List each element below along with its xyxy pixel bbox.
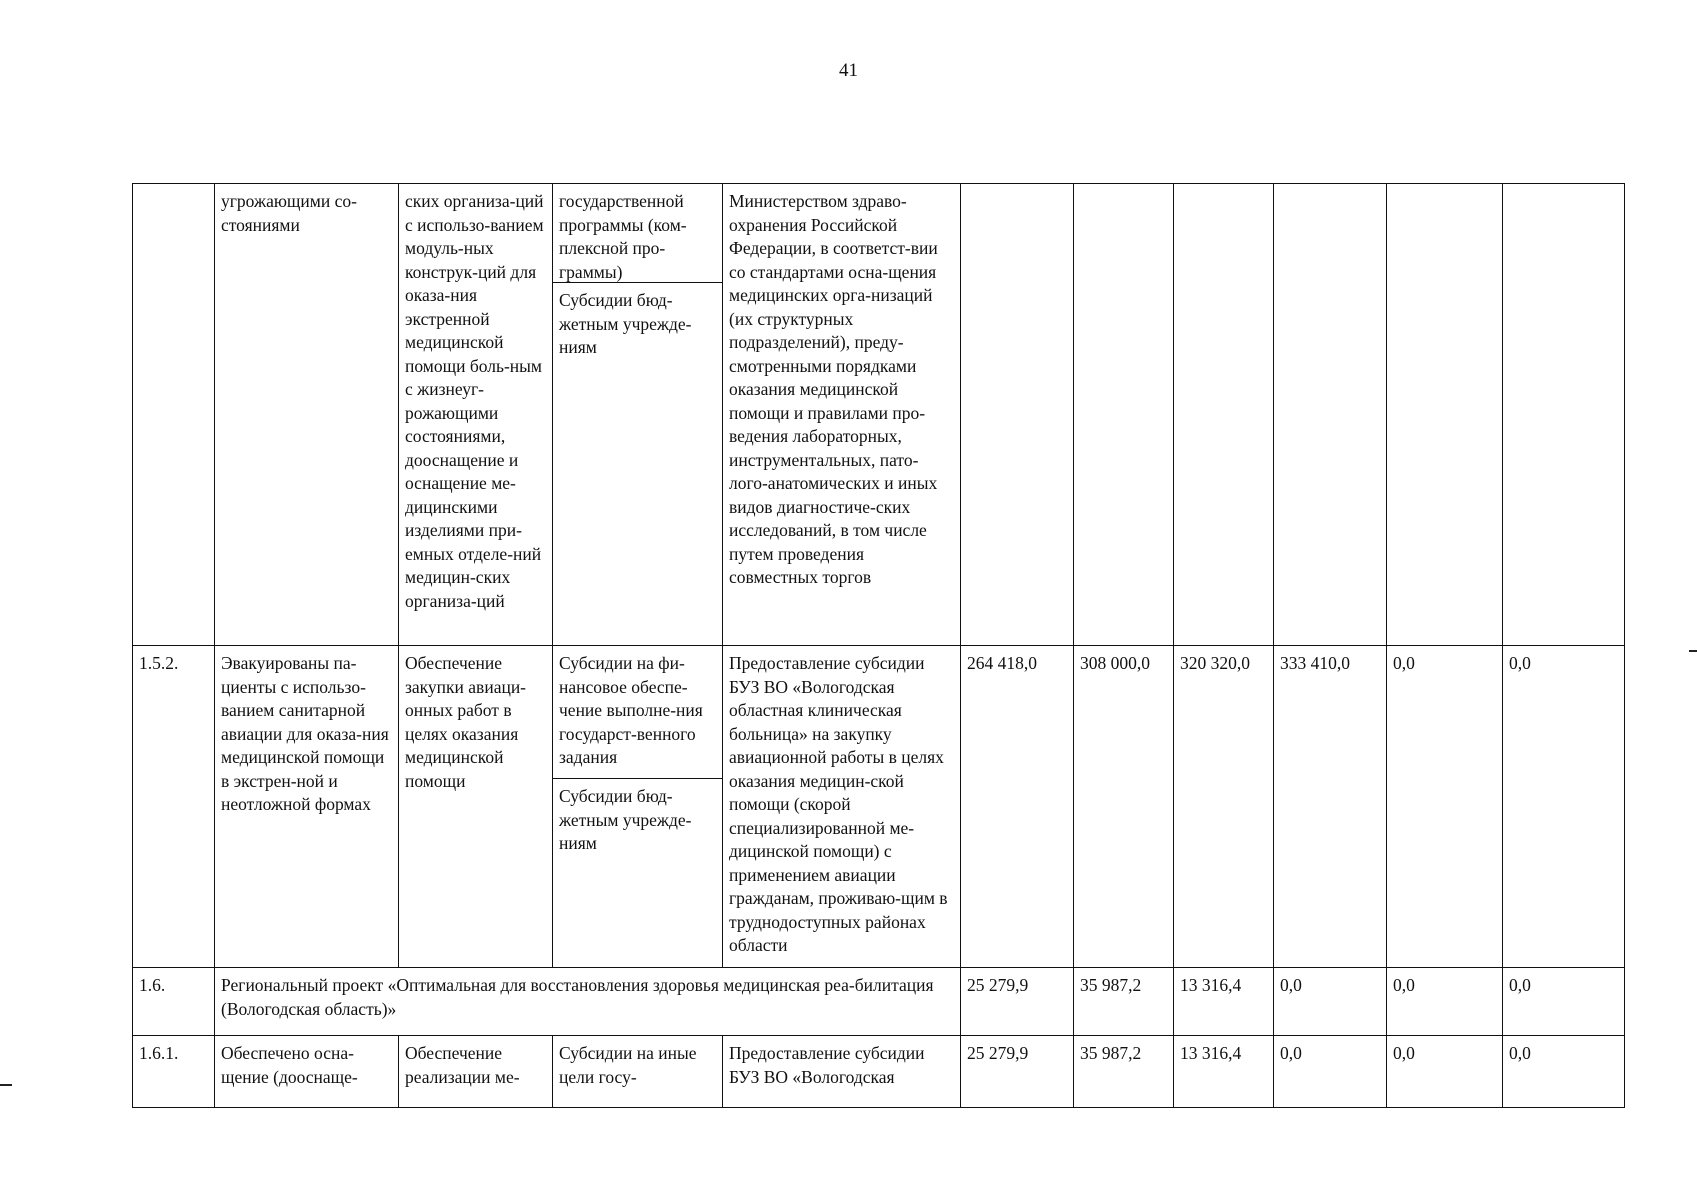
cell-value: 35 987,2 bbox=[1074, 968, 1174, 1036]
page-number: 41 bbox=[839, 60, 858, 81]
cell-value: 25 279,9 bbox=[961, 1036, 1074, 1108]
scan-margin-mark bbox=[0, 1084, 12, 1086]
cell-value bbox=[961, 184, 1074, 646]
cell-value: 320 320,0 bbox=[1174, 646, 1274, 968]
cell-number bbox=[133, 184, 215, 646]
cell-value: 13 316,4 bbox=[1174, 968, 1274, 1036]
cell-value: 308 000,0 bbox=[1074, 646, 1174, 968]
cell-number: 1.5.2. bbox=[133, 646, 215, 968]
cell-value: 13 316,4 bbox=[1174, 1036, 1274, 1108]
cell-value: 0,0 bbox=[1503, 968, 1625, 1036]
funding-type-secondary: Субсидии бюд-жетным учрежде-ниям bbox=[553, 778, 722, 860]
cell-number: 1.6. bbox=[133, 968, 215, 1036]
cell-description: Министерством здраво-охранения Российской Федерации, в соответст-вии со стандартами осна-щения медицинских орга-низаций (их структурных подразделений), преду-смотренными порядками оказания медицинской помощи и правилами про-ведения лабораторных, инструментальных, пато-лого-анатомических и иных видов диагностиче-ских исследований, в том числе путем проведения совместных торгов bbox=[723, 184, 961, 646]
cell-value bbox=[1274, 184, 1387, 646]
cell-value: 0,0 bbox=[1274, 1036, 1387, 1108]
program-table bbox=[132, 183, 1625, 1108]
cell-funding-type bbox=[553, 646, 723, 968]
cell-value: 0,0 bbox=[1503, 1036, 1625, 1108]
cell-project-title: Региональный проект «Оптимальная для восстановления здоровья медицинская реа-билитация (Вологодская область)» bbox=[215, 968, 961, 1036]
cell-measure: Обеспечение реализации ме- bbox=[399, 1036, 553, 1108]
cell-result: Эвакуированы па-циенты с использо-ванием санитарной авиации для оказа-ния медицинской помощи в экстрен-ной и неотложной формах bbox=[215, 646, 399, 968]
funding-type-secondary: Субсидии бюд-жетным учрежде-ниям bbox=[553, 282, 722, 364]
cell-value: 0,0 bbox=[1387, 646, 1503, 968]
cell-value: 0,0 bbox=[1387, 968, 1503, 1036]
cell-result: угрожающими со-стояниями bbox=[215, 184, 399, 646]
cell-description: Предоставление субсидии БУЗ ВО «Вологодская bbox=[723, 1036, 961, 1108]
cell-description: Предоставление субсидии БУЗ ВО «Вологодская областная клиническая больница» на закупку авиационной работы в целях оказания медицин-ской помощи (скорой специализированной ме-дицинской помощи) с применением авиации гражданам, проживаю-щим в труднодоступных районах области bbox=[723, 646, 961, 968]
funding-type-primary: государственной программы (ком-плексной про-граммы) bbox=[559, 191, 687, 282]
cell-value bbox=[1174, 184, 1274, 646]
table-row bbox=[133, 1036, 1625, 1108]
cell-value: 25 279,9 bbox=[961, 968, 1074, 1036]
cell-value: 0,0 bbox=[1274, 968, 1387, 1036]
table-row bbox=[133, 646, 1625, 968]
table-row bbox=[133, 968, 1625, 1036]
cell-value: 35 987,2 bbox=[1074, 1036, 1174, 1108]
cell-value bbox=[1074, 184, 1174, 646]
cell-result: Обеспечено осна-щение (дооснаще- bbox=[215, 1036, 399, 1108]
cell-funding-type: Субсидии на иные цели госу- bbox=[553, 1036, 723, 1108]
cell-value: 264 418,0 bbox=[961, 646, 1074, 968]
cell-value: 333 410,0 bbox=[1274, 646, 1387, 968]
cell-number: 1.6.1. bbox=[133, 1036, 215, 1108]
cell-value bbox=[1503, 184, 1625, 646]
cell-value: 0,0 bbox=[1387, 1036, 1503, 1108]
scan-margin-mark bbox=[1689, 650, 1697, 652]
cell-funding-type bbox=[553, 184, 723, 646]
cell-measure: Обеспечение закупки авиаци-онных работ в целях оказания медицинской помощи bbox=[399, 646, 553, 968]
cell-measure: ских организа-ций с использо-ванием модуль-ных конструк-ций для оказа-ния экстренной медицинской помощи боль-ным с жизнеуг-рожающими состояниями, дооснащение и оснащение ме-дицинскими изделиями при-емных отделе-ний медицин-ских организа-ций bbox=[399, 184, 553, 646]
cell-value bbox=[1387, 184, 1503, 646]
table-row bbox=[133, 184, 1625, 646]
cell-value: 0,0 bbox=[1503, 646, 1625, 968]
funding-type-primary: Субсидии на фи-нансовое обеспе-чение выполне-ния государст-венного задания bbox=[559, 653, 703, 767]
